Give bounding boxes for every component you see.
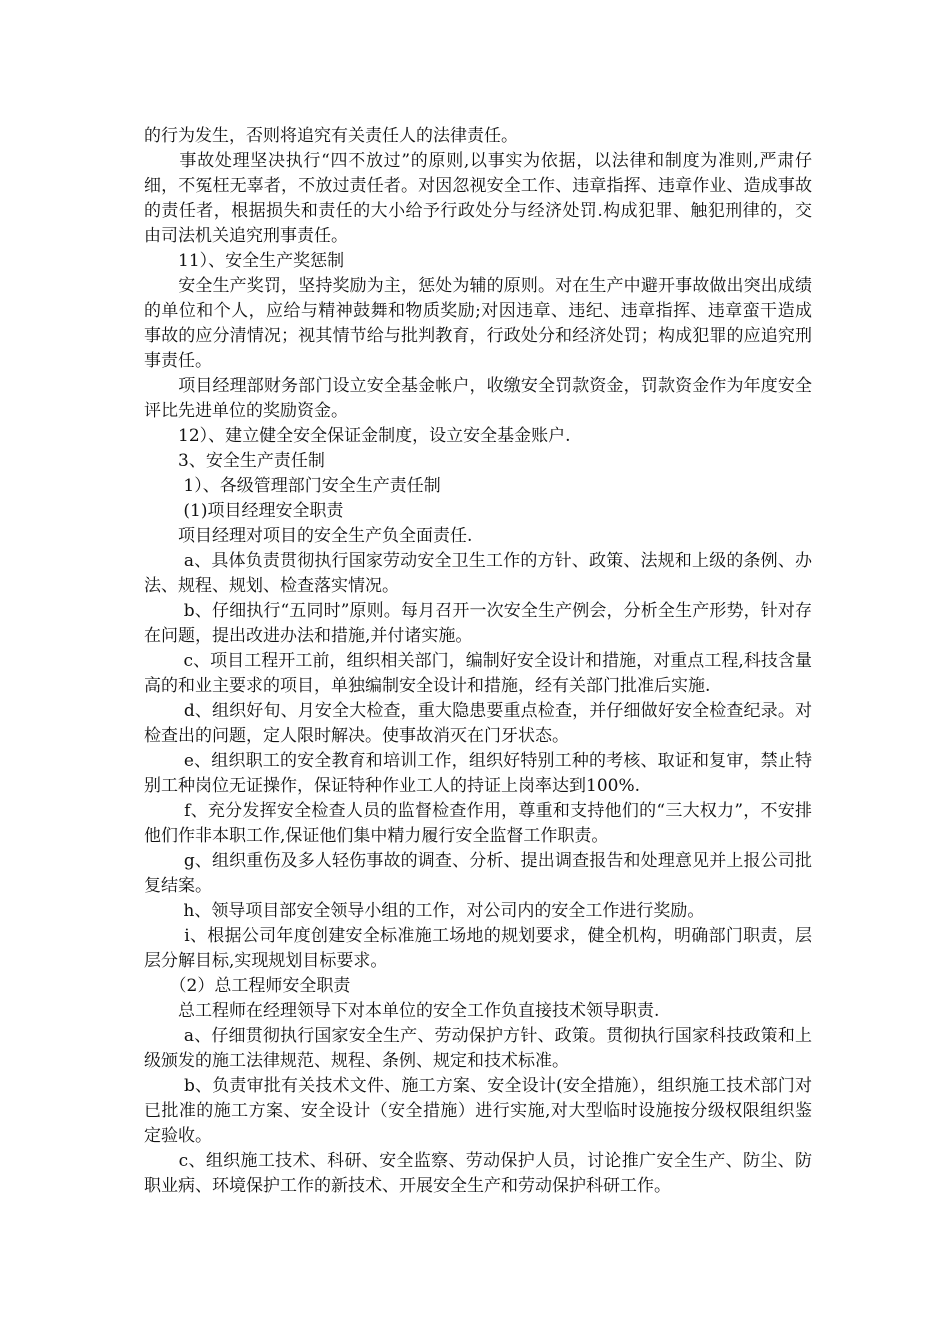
list-item-ce-b: b、负责审批有关技术文件、施工方案、安全设计(安全措施），组织施工技术部门对已批准的施工方案、安全设计（安全措施）进行实施,对大型临时设施按分级权限组织鉴定验收。 xyxy=(144,1076,812,1146)
list-item-pm-e: e、组织职工的安全教育和培训工作，组织好特别工种的考核、取证和复审，禁止特别工种岗位无证操作，保证特种作业工人的持证上岗率达到100%. xyxy=(144,751,812,796)
paragraph-safety-fund: 项目经理部财务部门设立安全基金帐户，收缴安全罚款资金，罚款资金作为年度安全评比先进单位的奖励资金。 xyxy=(144,376,812,421)
list-item-pm-c: c、项目工程开工前，组织相关部门，编制好安全设计和措施，对重点工程,科技含量高的和业主要求的项目，单独编制安全设计和措施，经有关部门批准后实施. xyxy=(144,651,812,696)
heading-responsibility-system: 3、安全生产责任制 xyxy=(144,451,325,471)
list-item-pm-h: h、领导项目部安全领导小组的工作，对公司内的安全工作进行奖励。 xyxy=(144,901,705,921)
paragraph-reward-principle: 安全生产奖罚，坚持奖励为主，惩处为辅的原则。对在生产中避开事故做出突出成绩的单位和个人，应给与精神鼓舞和物质奖励;对因违章、违纪、违章指挥、违章蛮干造成事故的应分清情况；视其情节给与批判教育，行政处分和经济处罚；构成犯罪的应追究刑事责任。 xyxy=(144,276,812,371)
list-item-ce-a: a、仔细贯彻执行国家安全生产、劳动保护方针、政策。贯彻执行国家科技政策和上级颁发的施工法律规范、规程、条例、规定和技术标准。 xyxy=(144,1026,812,1071)
paragraph-chief-engineer-overall: 总工程师在经理领导下对本单位的安全工作负直接技术领导职责. xyxy=(144,1001,660,1021)
heading-department-responsibility: 1）、各级管理部门安全生产责任制 xyxy=(144,476,441,496)
list-item-ce-c: c、组织施工技术、科研、安全监察、劳动保护人员，讨论推广安全生产、防尘、防职业病、环境保护工作的新技术、开展安全生产和劳动保护科研工作。 xyxy=(144,1151,812,1196)
paragraph-project-manager-overall: 项目经理对项目的安全生产负全面责任. xyxy=(144,526,473,546)
list-item-pm-g: g、组织重伤及多人轻伤事故的调查、分析、提出调查报告和处理意见并上报公司批复结案。 xyxy=(144,851,812,896)
heading-project-manager-duties: (1)项目经理安全职责 xyxy=(144,501,344,521)
list-item-pm-f: f、充分发挥安全检查人员的监督检查作用，尊重和支持他们的“三大权力”，不安排他们作非本职工作,保证他们集中精力履行安全监督工作职责。 xyxy=(144,801,812,846)
list-item-pm-d: d、组织好旬、月安全大检查，重大隐患要重点检查，并仔细做好安全检查纪录。对检查出的问题，定人限时解决。使事故消灭在门牙状态。 xyxy=(144,701,812,746)
heading-chief-engineer-duties: （2）总工程师安全职责 xyxy=(144,976,351,996)
list-item-pm-i: i、根据公司年度创建安全标准施工场地的规划要求，健全机构，明确部门职责，层层分解目标,实现规划目标要求。 xyxy=(144,926,812,971)
heading-safety-deposit: 12）、建立健全安全保证金制度，设立安全基金账户. xyxy=(144,426,571,446)
list-item-pm-b: b、仔细执行“五同时”原则。每月召开一次安全生产例会，分析全生产形势，针对存在问题，提出改进办法和措施,并付诸实施。 xyxy=(144,601,812,646)
paragraph-accident-handling: 事故处理坚决执行“四不放过”的原则,以事实为依据，以法律和制度为准则,严肃仔细，不冤枉无辜者，不放过责任者。对因忽视安全工作、违章指挥、违章作业、造成事故的责任者，根据损失和责任的大小给予行政处分与经济处罚.构成犯罪、触犯刑律的，交由司法机关追究刑事责任。 xyxy=(144,151,812,246)
document-body xyxy=(144,124,812,1199)
heading-reward-punishment: 11）、安全生产奖惩制 xyxy=(144,251,345,271)
list-item-pm-a: a、具体负责贯彻执行国家劳动安全卫生工作的方针、政策、法规和上级的条例、办法、规程、规划、检查落实情况。 xyxy=(144,551,812,596)
paragraph-liability-continuation: 的行为发生，否则将追究有关责任人的法律责任。 xyxy=(144,126,518,146)
